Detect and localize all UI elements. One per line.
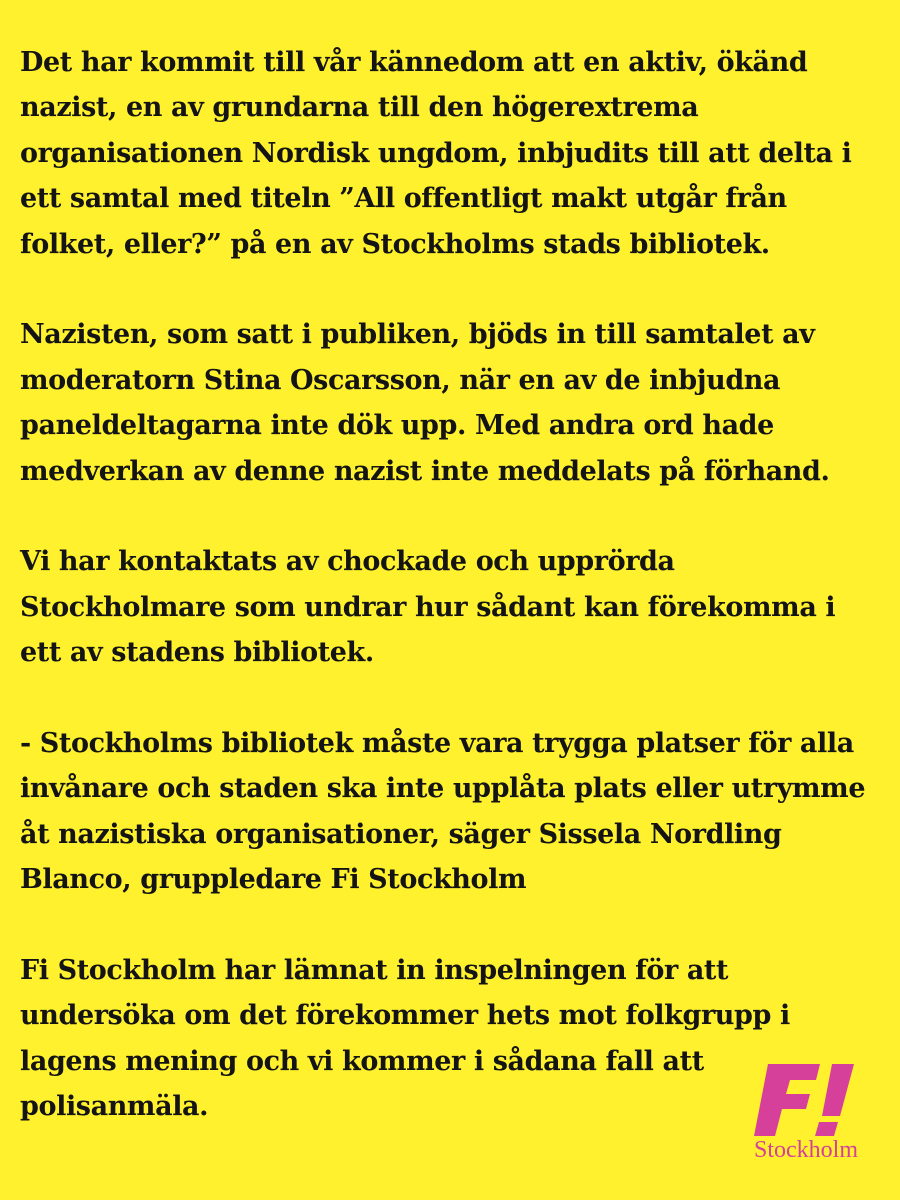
statement-text [20, 40, 890, 1175]
text-line: Det har kommit till vår kännedom att en aktiv, ökänd [20, 47, 808, 78]
text-line: Fi Stockholm har lämnat in inspelningen för att [20, 955, 729, 987]
text-line: Vi har kontaktats av chockade och upprörda [20, 546, 675, 578]
text-line: Blanco, gruppledare Fi Stockholm [20, 864, 527, 896]
text-line: polisanmäla. [20, 1091, 209, 1123]
text-line: undersöka om det förekommer hets mot folkgrupp i [20, 1000, 790, 1032]
text-line: - Stockholms bibliotek måste vara trygga platser för alla [20, 728, 854, 760]
text-line: ett av stadens bibliotek. [20, 637, 374, 669]
paragraph-details [20, 312, 890, 494]
text-line: Nazisten, som satt i publiken, bjöds in till samtalet av [20, 319, 815, 351]
text-line: organisationen Nordisk ungdom, inbjudits till att delta i [20, 137, 852, 169]
text-line: lagens mening och vi kommer i sådana fall att [20, 1045, 704, 1077]
fi-logo-mark [754, 1060, 864, 1140]
text-line: paneldeltagarna inte dök upp. Med andra ord hade [20, 410, 774, 442]
fi-stockholm-logo [754, 1060, 874, 1170]
text-line: medverkan av denne nazist inte meddelats på förhand. [20, 455, 830, 487]
text-line: invånare och staden ska inte upplåta plats eller utrymme [20, 773, 866, 805]
paragraph-reactions [20, 539, 890, 675]
text-line: nazist, en av grundarna till den högerextrema [20, 92, 699, 124]
text-line: folket, eller?” på en av Stockholms stads bibliotek. [20, 228, 770, 260]
paragraph-intro [20, 40, 890, 267]
text-line: moderatorn Stina Oscarsson, när en av de inbjudna [20, 364, 781, 396]
logo-caption: Stockholm [754, 1137, 859, 1163]
text-line: ett samtal med titeln ”All offentligt makt utgår från [20, 183, 787, 215]
text-line: åt nazistiska organisationer, säger Sissela Nordling [20, 818, 782, 850]
paragraph-quote [20, 721, 890, 903]
text-line: Stockholmare som undrar hur sådant kan förekomma i [20, 591, 836, 623]
